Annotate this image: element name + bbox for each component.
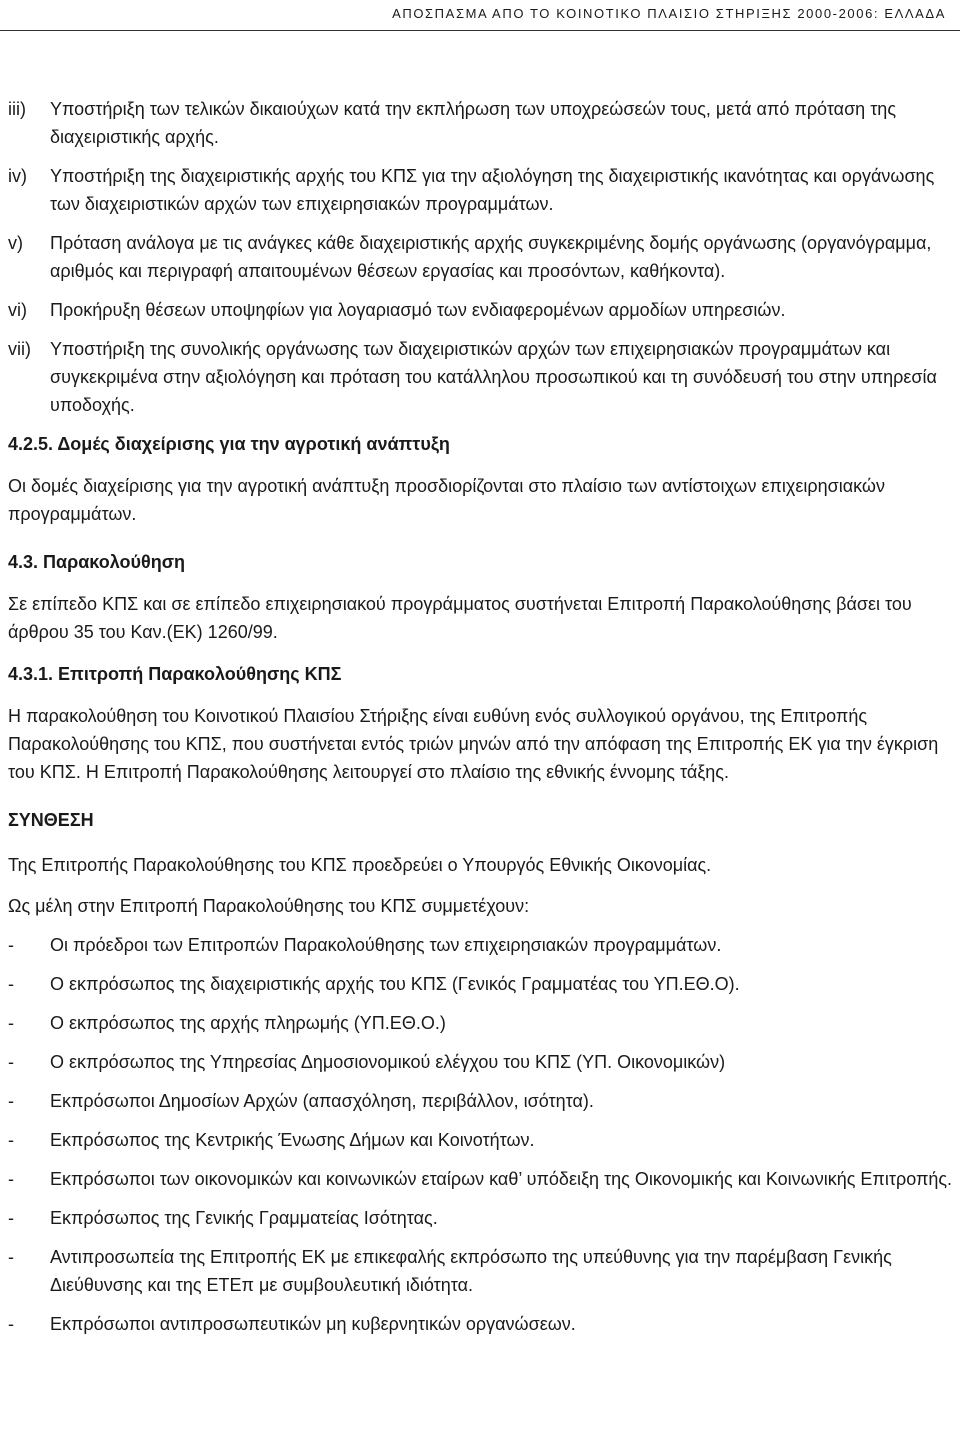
member-text: Ο εκπρόσωπος της διαχειριστικής αρχής του ΚΠΣ (Γενικός Γραμματέας του ΥΠ.ΕΘ.Ο).	[50, 974, 740, 994]
member-text: Εκπρόσωποι των οικονομικών και κοινωνικών εταίρων καθ’ υπόδειξη της Οικονομικής και Κοινωνικής Επιτροπής.	[50, 1169, 953, 1189]
section-heading-4-3-1: 4.3.1. Επιτροπή Παρακολούθησης ΚΠΣ	[8, 664, 342, 684]
member-text: Αντιπροσωπεία της Επιτροπής ΕΚ με επικεφαλής εκπρόσωπο της υπεύθυνης για την παρέμβαση Γενικής Διεύθυνσης και της ΕΤΕπ με συμβουλευτική ιδιότητα.	[50, 1247, 892, 1295]
item-label: v)	[8, 233, 23, 253]
dash-bullet: -	[8, 1169, 14, 1189]
section-heading-4-2-5: 4.2.5. Δομές διαχείρισης για την αγροτική ανάπτυξη	[8, 434, 450, 454]
member-text: Εκπρόσωπος της Κεντρικής Ένωσης Δήμων και Κοινοτήτων.	[50, 1130, 535, 1150]
member-text: Εκπρόσωποι Δημοσίων Αρχών (απασχόληση, περιβάλλον, ισότητα).	[50, 1091, 594, 1111]
composition-chair: Της Επιτροπής Παρακολούθησης του ΚΠΣ προεδρεύει ο Υπουργός Εθνικής Οικονομίας.	[8, 855, 712, 875]
header-rule	[0, 30, 960, 31]
member-item	[8, 1310, 954, 1338]
dash-bullet: -	[8, 1013, 14, 1033]
item-label: vi)	[8, 300, 27, 320]
dash-bullet: -	[8, 974, 14, 994]
section-text-4-2-5: Οι δομές διαχείρισης για την αγροτική ανάπτυξη προσδιορίζονται στο πλαίσιο των αντίστοιχων επιχειρησιακών προγραμμάτων.	[8, 476, 885, 524]
member-item	[8, 1087, 954, 1115]
document-body	[8, 95, 954, 1338]
list-item-vi	[8, 296, 954, 324]
dash-bullet: -	[8, 935, 14, 955]
dash-bullet: -	[8, 1052, 14, 1072]
page-header: ΑΠΟΣΠΑΣΜΑ ΑΠΟ ΤΟ ΚΟΙΝΟΤΙΚΟ ΠΛΑΙΣΙΟ ΣΤΗΡΙΞΗΣ 2000-2006: ΕΛΛΑΔΑ	[392, 6, 946, 21]
item-text: Υποστήριξη της διαχειριστικής αρχής του ΚΠΣ για την αξιολόγηση της διαχειριστικής ικανότητας και οργάνωσης των διαχειριστικών αρχών των επιχειρησιακών προγραμμάτων.	[50, 166, 935, 214]
member-item	[8, 1126, 954, 1154]
list-item-v	[8, 229, 954, 285]
item-text: Προκήρυξη θέσεων υποψηφίων για λογαριασμό των ενδιαφερομένων αρμοδίων υπηρεσιών.	[50, 300, 786, 320]
member-item	[8, 1009, 954, 1037]
composition-members-intro: Ως μέλη στην Επιτροπή Παρακολούθησης του ΚΠΣ συμμετέχουν:	[8, 896, 530, 916]
member-item	[8, 1165, 954, 1193]
item-text: Υποστήριξη της συνολικής οργάνωσης των διαχειριστικών αρχών των επιχειρησιακών προγραμμάτων και συγκεκριμένα στην αξιολόγηση και πρόταση του κατάλληλου προσωπικού και τη συνόδευσή του στην υπηρεσία υποδοχής.	[50, 339, 937, 415]
member-item	[8, 1048, 954, 1076]
member-item	[8, 1243, 954, 1299]
dash-bullet: -	[8, 1208, 14, 1228]
dash-bullet: -	[8, 1091, 14, 1111]
list-item-iv	[8, 162, 954, 218]
dash-bullet: -	[8, 1130, 14, 1150]
list-item-iii	[8, 95, 954, 151]
list-item-vii	[8, 335, 954, 419]
item-label: vii)	[8, 339, 31, 359]
item-text: Πρόταση ανάλογα με τις ανάγκες κάθε διαχειριστικής αρχής συγκεκριμένης δομής οργάνωσης (οργανόγραμμα, αριθμός και περιγραφή απαιτουμένων θέσεων εργασίας και προσόντων, καθήκοντα).	[50, 233, 932, 281]
member-text: Ο εκπρόσωπος της αρχής πληρωμής (ΥΠ.ΕΘ.Ο.)	[50, 1013, 446, 1033]
composition-heading: ΣΥΝΘΕΣΗ	[8, 810, 94, 830]
member-text: Εκπρόσωποι αντιπροσωπευτικών μη κυβερνητικών οργανώσεων.	[50, 1314, 576, 1334]
member-text: Εκπρόσωπος της Γενικής Γραμματείας Ισότητας.	[50, 1208, 438, 1228]
item-label: iv)	[8, 166, 27, 186]
member-item	[8, 931, 954, 959]
section-heading-4-3: 4.3. Παρακολούθηση	[8, 552, 186, 572]
section-text-4-3: Σε επίπεδο ΚΠΣ και σε επίπεδο επιχειρησιακού προγράμματος συστήνεται Επιτροπή Παρακολούθησης βάσει του άρθρου 35 του Καν.(ΕΚ) 1260/99.	[8, 594, 912, 642]
member-text: Ο εκπρόσωπος της Υπηρεσίας Δημοσιονομικού ελέγχου του ΚΠΣ (ΥΠ. Οικονομικών)	[50, 1052, 726, 1072]
item-text: Υποστήριξη των τελικών δικαιούχων κατά την εκπλήρωση των υποχρεώσεών τους, μετά από πρόταση της διαχειριστικής αρχής.	[50, 99, 896, 147]
member-item	[8, 970, 954, 998]
member-item	[8, 1204, 954, 1232]
item-label: iii)	[8, 99, 26, 119]
member-text: Οι πρόεδροι των Επιτροπών Παρακολούθησης των επιχειρησιακών προγραμμάτων.	[50, 935, 722, 955]
section-text-4-3-1: Η παρακολούθηση του Κοινοτικού Πλαισίου Στήριξης είναι ευθύνη ενός συλλογικού οργάνου, της Επιτροπής Παρακολούθησης του ΚΠΣ, που συστήνεται εντός τριών μηνών από την απόφαση της Επιτροπής ΕΚ για την έγκριση του ΚΠΣ. Η Επιτροπή Παρακολούθησης λειτουργεί στο πλαίσιο της εθνικής έννομης τάξης.	[8, 706, 939, 782]
dash-bullet: -	[8, 1247, 14, 1267]
dash-bullet: -	[8, 1314, 14, 1334]
